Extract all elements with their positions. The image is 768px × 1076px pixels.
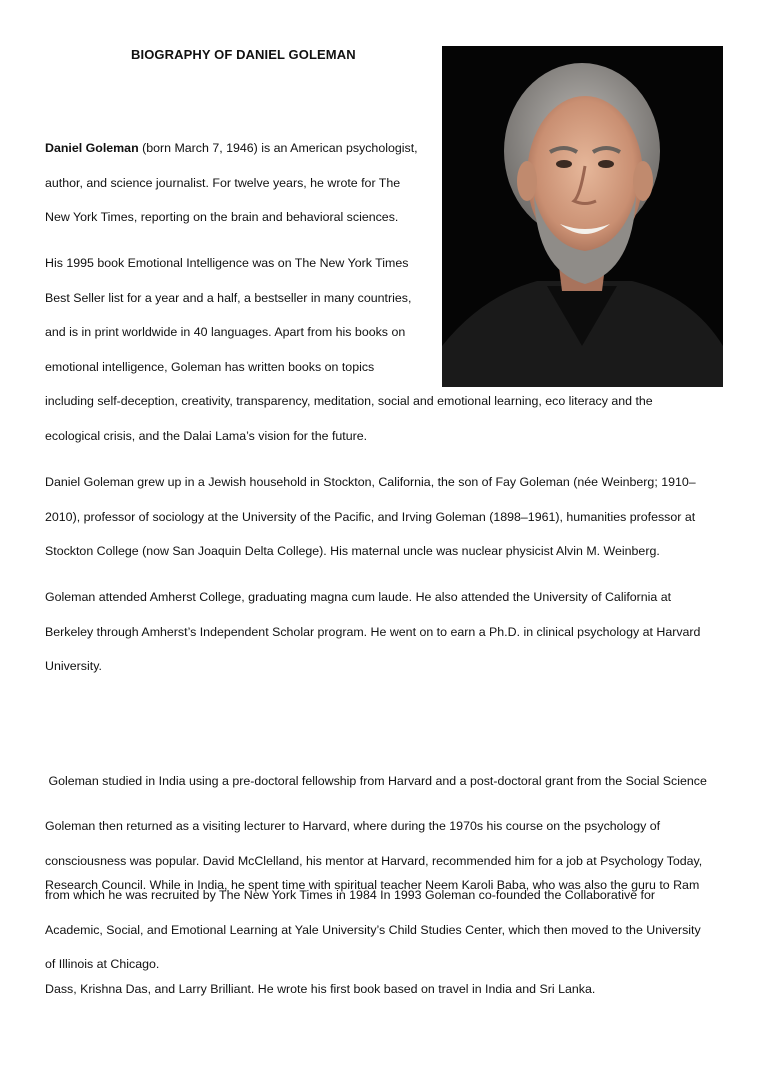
text-line: emotional intelligence, Goleman has written books on topics: [45, 359, 375, 374]
text-line: Dass, Krishna Das, and Larry Brilliant. He wrote his first book based on travel in India and Sri Lanka.: [45, 981, 596, 996]
text-line: [45, 131, 418, 166]
text-line: Research Council. While in India, he spent time with spiritual teacher Neem Karoli Baba, who was also the guru to Ram: [45, 877, 700, 892]
document-title: BIOGRAPHY OF DANIEL GOLEMAN: [131, 47, 356, 62]
text-line: Best Seller list for a year and a half, a bestseller in many countries,: [45, 290, 412, 305]
text-line: consciousness was popular. David McClelland, his mentor at Harvard, recommended him for a job at Psychology Today,: [45, 853, 703, 868]
text-line: including self-deception, creativity, transparency, meditation, social and emotional learning, eco literacy and the: [45, 394, 653, 409]
text-line: Stockton College (now San Joaquin Delta College). His maternal uncle was nuclear physicist Alvin M. Weinberg.: [45, 544, 660, 559]
paragraph-2: [45, 246, 653, 454]
text-run: (born March 7, 1946) is an American psychologist,: [138, 141, 418, 155]
text-line: author, and science journalist. For twelve years, he wrote for The: [45, 175, 401, 190]
text-line: His 1995 book Emotional Intelligence was on The New York Times: [45, 256, 409, 270]
text-line: University.: [45, 659, 102, 674]
text-line: Goleman studied in India using a pre-doctoral fellowship from Harvard and a post-doctoral grant from the Social Science: [45, 774, 707, 789]
paragraph-1: [45, 131, 418, 235]
text-line: Goleman attended Amherst College, graduating magna cum laude. He also attended the University of California at: [45, 590, 672, 604]
text-line: Berkeley through Amherst’s Independent Scholar program. He went on to earn a Ph.D. in clinical psychology at Harvard: [45, 624, 701, 639]
text-line: Goleman then returned as a visiting lecturer to Harvard, where during the 1970s his course on the psychology of: [45, 819, 661, 833]
name-bold: Daniel Goleman: [45, 141, 139, 155]
text-line: Academic, Social, and Emotional Learning at Yale University’s Child Studies Center, which then moved to the University: [45, 922, 701, 937]
text-line: of Illinois at Chicago.: [45, 957, 160, 972]
text-line: 2010), professor of sociology at the University of the Pacific, and Irving Goleman (1898–1961), humanities professor at: [45, 509, 696, 524]
text-line: ecological crisis, and the Dalai Lama’s vision for the future.: [45, 428, 368, 443]
text-line: from which he was recruited by The New York Times in 1984 In 1993 Goleman co-founded the Collaborative for: [45, 888, 655, 903]
text-line: and is in print worldwide in 40 languages. Apart from his books on: [45, 325, 406, 340]
paragraph-3: [45, 465, 696, 569]
text-line: New York Times, reporting on the brain and behavioral sciences.: [45, 210, 399, 225]
paragraph-4: [45, 580, 700, 684]
paragraph-6: [45, 809, 702, 982]
text-line: Daniel Goleman grew up in a Jewish household in Stockton, California, the son of Fay Goleman (née Weinberg; 1910–: [45, 475, 696, 489]
